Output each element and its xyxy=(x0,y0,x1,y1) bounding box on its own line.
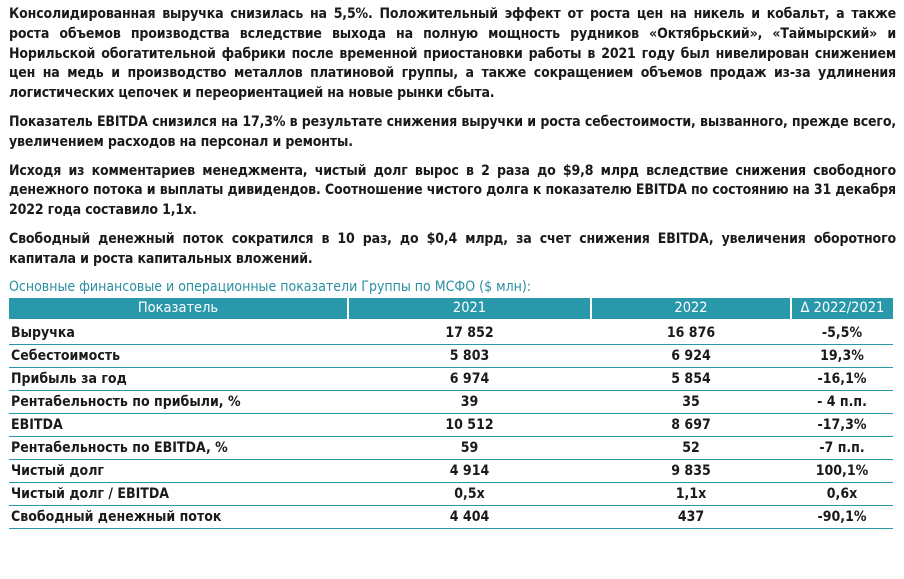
value-change: -5,5% xyxy=(791,319,893,345)
value-2022: 1,1x xyxy=(591,482,791,505)
value-change: - 4 п.п. xyxy=(791,390,893,413)
value-2022: 52 xyxy=(591,436,791,459)
value-2022: 437 xyxy=(591,505,791,528)
financial-indicators-table xyxy=(9,298,893,529)
value-2021: 17 852 xyxy=(348,319,591,345)
value-2021: 5 803 xyxy=(348,344,591,367)
header-2022: 2022 xyxy=(591,298,791,319)
value-change: 0,6x xyxy=(791,482,893,505)
value-2021: 10 512 xyxy=(348,413,591,436)
paragraph-revenue: Консолидированная выручка снизилась на 5,5%. Положительный эффект от роста цен на никель и кобальт, а также роста объемов производства вследствие выхода на полную мощность рудников «Октябрьский», «Таймырский» и Норильской обогатительной фабрики после временной приостановки работы в 2021 году был нивелирован снижением цен на медь и производство металлов платиновой группы, а также сокращением объемов продаж из-за удлинения логистических цепочек и переориентацией на новые рынки сбыта. xyxy=(9,6,896,102)
paragraph-ebitda: Показатель EBITDA снизился на 17,3% в результате снижения выручки и роста себестоимости, вызванного, прежде всего, увеличением расходов на персонал и ремонты. xyxy=(9,113,896,150)
value-2021: 39 xyxy=(348,390,591,413)
row-label: Свободный денежный поток xyxy=(9,505,348,528)
value-change: 19,3% xyxy=(791,344,893,367)
row-label: EBITDA xyxy=(9,413,348,436)
table-row xyxy=(9,482,893,505)
table-title: Основные финансовые и операционные показатели Группы по МСФО ($ млн): xyxy=(9,278,532,295)
value-change: -90,1% xyxy=(791,505,893,528)
table-row xyxy=(9,319,893,345)
value-2022: 9 835 xyxy=(591,459,791,482)
value-change: 100,1% xyxy=(791,459,893,482)
table-row xyxy=(9,436,893,459)
value-2022: 35 xyxy=(591,390,791,413)
row-label: Себестоимость xyxy=(9,344,348,367)
value-2022: 8 697 xyxy=(591,413,791,436)
value-2022: 6 924 xyxy=(591,344,791,367)
table-row xyxy=(9,459,893,482)
value-2021: 59 xyxy=(348,436,591,459)
row-label: Чистый долг xyxy=(9,459,348,482)
value-change: -7 п.п. xyxy=(791,436,893,459)
row-label: Прибыль за год xyxy=(9,367,348,390)
row-label: Выручка xyxy=(9,319,348,345)
table-row xyxy=(9,413,893,436)
row-label: Рентабельность по прибыли, % xyxy=(9,390,348,413)
table-row xyxy=(9,390,893,413)
paragraph-free-cash-flow: Свободный денежный поток сократился в 10 раз, до $0,4 млрд, за счет снижения EBITDA, увеличения оборотного капитала и роста капитальных вложений. xyxy=(9,230,897,267)
paragraph-net-debt: Исходя из комментариев менеджмента, чистый долг вырос в 2 раза до $9,8 млрд вследствие снижения свободного денежного потока и выплаты дивидендов. Соотношение чистого долга к показателю EBITDA по состоянию на 31 декабря 2022 года составило 1,1х. xyxy=(9,162,896,219)
table-row xyxy=(9,505,893,528)
table-row xyxy=(9,367,893,390)
header-2021: 2021 xyxy=(348,298,591,319)
value-2022: 5 854 xyxy=(591,367,791,390)
table-row xyxy=(9,344,893,367)
row-label: Рентабельность по EBITDA, % xyxy=(9,436,348,459)
row-label: Чистый долг / EBITDA xyxy=(9,482,348,505)
value-2021: 4 914 xyxy=(348,459,591,482)
header-indicator: Показатель xyxy=(9,298,348,319)
value-2022: 16 876 xyxy=(591,319,791,345)
value-2021: 4 404 xyxy=(348,505,591,528)
header-change: ∆ 2022/2021 xyxy=(791,298,893,319)
value-2021: 6 974 xyxy=(348,367,591,390)
value-change: -16,1% xyxy=(791,367,893,390)
table-header-row xyxy=(9,298,893,319)
value-2021: 0,5x xyxy=(348,482,591,505)
value-change: -17,3% xyxy=(791,413,893,436)
